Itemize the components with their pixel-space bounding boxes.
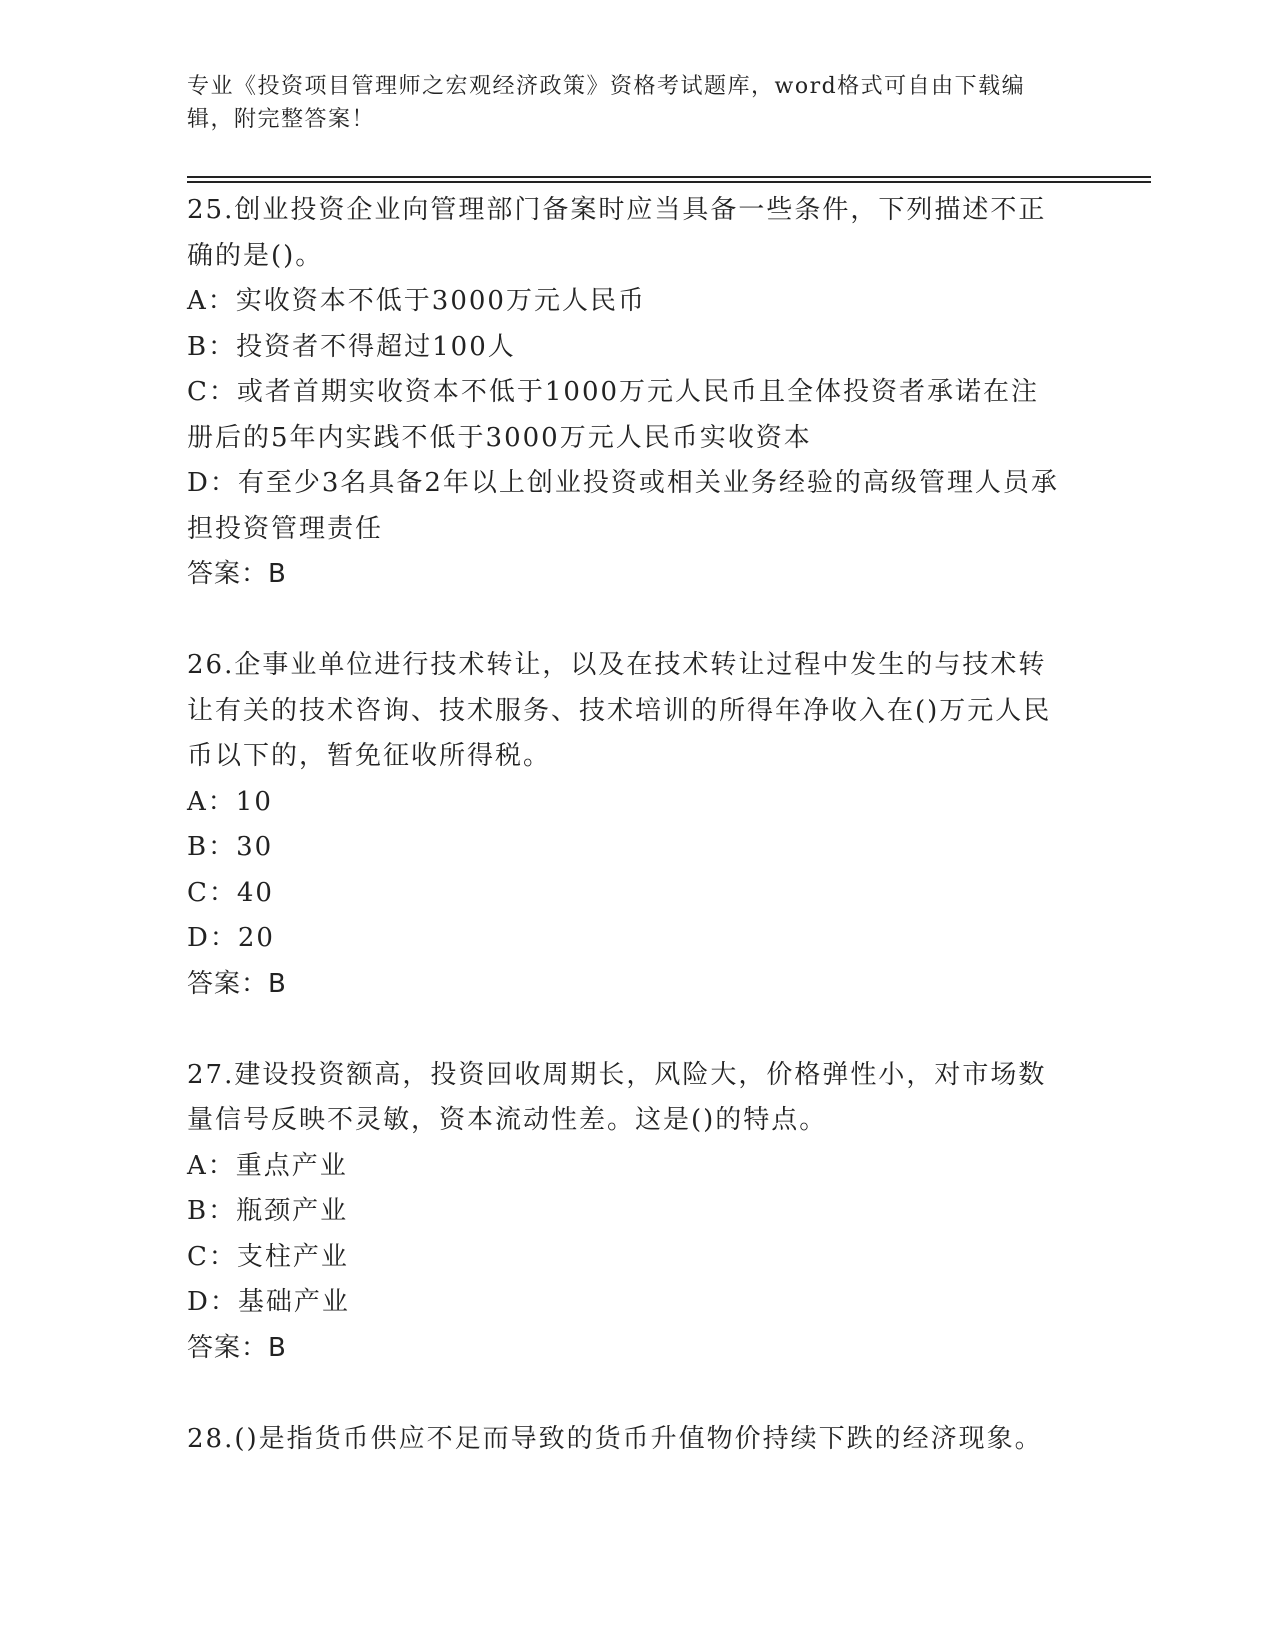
question-25: [187, 188, 1067, 598]
question-stem: 27.建设投资额高，投资回收周期长，风险大，价格弹性小，对市场数量信号反映不灵敏，资本流动性差。这是()的特点。: [187, 1059, 1047, 1135]
option-c: C：40: [187, 877, 274, 908]
header-divider-top: [187, 176, 1151, 178]
document-header: 专业《投资项目管理师之宏观经济政策》资格考试题库，word格式可自由下载编辑，附完整答案！: [187, 74, 1026, 132]
option-d: D：基础产业: [187, 1287, 350, 1317]
option-a: A：重点产业: [187, 1150, 348, 1181]
option-c: C：或者首期实收资本不低于1000万元人民币且全体投资者承诺在注册后的5年内实践不低于3000万元人民币实收资本: [187, 377, 1040, 453]
option-d: D：有至少3名具备2年以上创业投资或相关业务经验的高级管理人员承担投资管理责任: [187, 468, 1059, 544]
option-b: B：投资者不得超过100人: [187, 331, 516, 362]
question-list: [187, 188, 1067, 1462]
option-c: C：支柱产业: [187, 1241, 349, 1272]
header-divider-bottom: [187, 181, 1151, 183]
question-stem: 28.()是指货币供应不足而导致的货币升值物价持续下跌的经济现象。: [187, 1423, 1043, 1454]
question-28: [187, 1417, 1067, 1463]
option-b: B：瓶颈产业: [187, 1196, 349, 1226]
option-a: A：实收资本不低于3000万元人民币: [187, 286, 646, 316]
question-stem: 25.创业投资企业向管理部门备案时应当具备一些条件，下列描述不正确的是()。: [187, 195, 1047, 271]
option-d: D：20: [187, 923, 275, 953]
answer: 答案：B: [187, 559, 287, 589]
option-a: A：10: [187, 786, 273, 817]
question-26: [187, 643, 1067, 1007]
answer: 答案：B: [187, 968, 287, 999]
answer: 答案：B: [187, 1332, 287, 1363]
question-stem: 26.企事业单位进行技术转让，以及在技术转让过程中发生的与技术转让有关的技术咨询、技术服务、技术培训的所得年净收入在()万元人民币以下的，暂免征收所得税。: [187, 650, 1052, 771]
question-27: [187, 1053, 1067, 1372]
option-b: B：30: [187, 832, 274, 862]
